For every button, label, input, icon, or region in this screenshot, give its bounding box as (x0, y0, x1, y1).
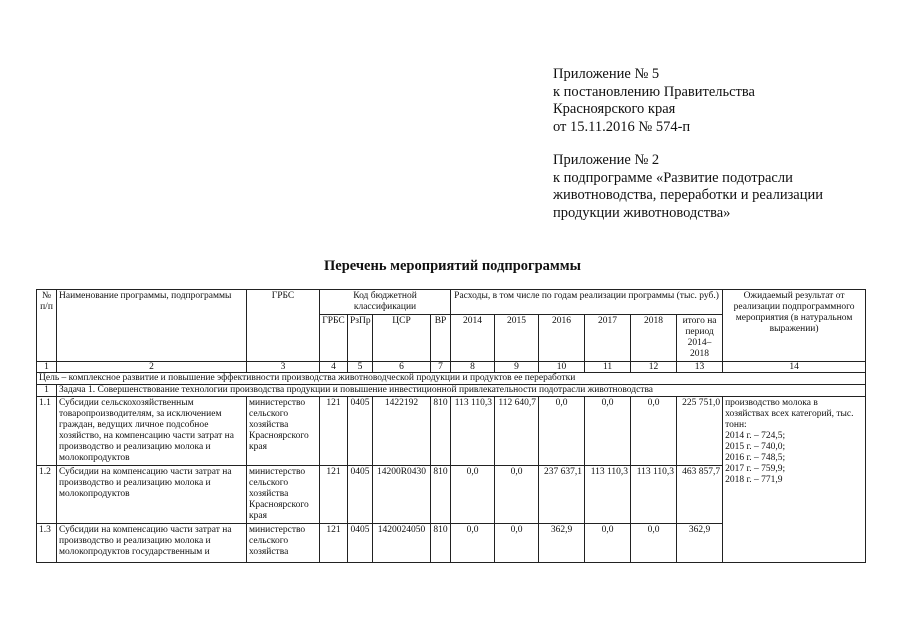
subheader-2018: 2018 (631, 315, 677, 362)
column-index: 8 (451, 362, 495, 373)
result-text: производство молока в хозяйствах всех категорий, тыс. тонн: (725, 398, 854, 430)
row-num: 1.2 (37, 466, 57, 524)
row-2016: 0,0 (539, 397, 585, 466)
document-title: Перечень мероприятий подпрограммы (324, 258, 581, 274)
row-code-grbs: 121 (320, 524, 348, 563)
appendix-line: животноводства, переработки и реализации (553, 187, 824, 203)
appendix-line: Приложение № 2 (553, 152, 660, 168)
subheader-vr: ВР (431, 315, 451, 362)
row-total: 225 751,0 (677, 397, 723, 466)
appendix-block-decree (553, 66, 883, 136)
goal-row (37, 373, 866, 385)
appendix-line: Красноярского края (553, 101, 676, 117)
header-name: Наименование программы, подпрограммы (57, 290, 247, 362)
row-grbs: министерство сельского хозяйства (247, 524, 320, 563)
subheader-2016: 2016 (539, 315, 585, 362)
subheader-2015: 2015 (495, 315, 539, 362)
row-2016: 237 637,1 (539, 466, 585, 524)
subheader-2014: 2014 (451, 315, 495, 362)
header-num: № п/п (37, 290, 57, 362)
row-2017: 0,0 (585, 397, 631, 466)
row-total: 463 857,7 (677, 466, 723, 524)
header-budget-code: Код бюджетной классификации (320, 290, 451, 315)
result-year: 2015 г. – 740,0; (725, 442, 786, 452)
column-index: 5 (348, 362, 373, 373)
measures-table (36, 289, 866, 563)
header-expenses: Расходы, в том числе по годам реализации программы (тыс. руб.) (451, 290, 723, 315)
row-2017: 113 110,3 (585, 466, 631, 524)
column-index: 6 (373, 362, 431, 373)
row-grbs: министерство сельского хозяйства Красноярского края (247, 466, 320, 524)
row-2017: 0,0 (585, 524, 631, 563)
row-num: 1.3 (37, 524, 57, 563)
column-index: 2 (57, 362, 247, 373)
appendix-block-subprogram (553, 152, 883, 222)
appendix-line: Приложение № 5 (553, 66, 660, 82)
row-csr: 1420024050 (373, 524, 431, 563)
goal-text: Цель – комплексное развитие и повышение эффективности производства животноводческой продукции и продуктов ее переработки (37, 373, 866, 385)
row-name: Субсидии на компенсацию части затрат на производство и реализацию молока и молокопродуктов (57, 466, 247, 524)
row-2014: 0,0 (451, 466, 495, 524)
appendix-line: продукции животноводства» (553, 204, 731, 221)
column-index: 12 (631, 362, 677, 373)
column-index: 3 (247, 362, 320, 373)
expected-result-cell (723, 397, 866, 563)
row-csr: 1422192 (373, 397, 431, 466)
row-num: 1.1 (37, 397, 57, 466)
row-2014: 0,0 (451, 524, 495, 563)
row-name: Субсидии на компенсацию части затрат на производство и реализацию молока и молокопродуктов государственным и (57, 524, 247, 563)
row-rzpr: 0405 (348, 524, 373, 563)
row-2015: 0,0 (495, 466, 539, 524)
column-index: 7 (431, 362, 451, 373)
row-rzpr: 0405 (348, 466, 373, 524)
column-index: 10 (539, 362, 585, 373)
subheader-total: итого на период 2014–2018 (677, 315, 723, 362)
row-name: Субсидии сельскохозяйственным товаропроизводителям, за исключением граждан, ведущих личное подсобное хозяйство, на компенсацию части затрат на производство и реализацию молока и молокопродуктов (57, 397, 247, 466)
row-2015: 0,0 (495, 524, 539, 563)
row-code-grbs: 121 (320, 397, 348, 466)
column-index: 1 (37, 362, 57, 373)
column-index: 13 (677, 362, 723, 373)
row-rzpr: 0405 (348, 397, 373, 466)
row-csr: 14200R0430 (373, 466, 431, 524)
row-code-grbs: 121 (320, 466, 348, 524)
row-grbs: министерство сельского хозяйства Красноярского края (247, 397, 320, 466)
task-num: 1 (37, 385, 57, 397)
table-row (37, 397, 866, 466)
row-2016: 362,9 (539, 524, 585, 563)
column-index: 14 (723, 362, 866, 373)
appendix-line: к подпрограмме «Развитие подотрасли (553, 169, 793, 186)
subheader-rzpr: РзПр (348, 315, 373, 362)
result-year: 2016 г. – 748,5; (725, 453, 786, 463)
appendix-header (553, 66, 883, 222)
row-vr: 810 (431, 524, 451, 563)
subheader-grbs: ГРБС (320, 315, 348, 362)
row-2018: 0,0 (631, 397, 677, 466)
column-index: 4 (320, 362, 348, 373)
subheader-csr: ЦСР (373, 315, 431, 362)
column-index: 9 (495, 362, 539, 373)
row-2018: 113 110,3 (631, 466, 677, 524)
column-index: 11 (585, 362, 631, 373)
subheader-2017: 2017 (585, 315, 631, 362)
task-row (37, 385, 866, 397)
result-year: 2017 г. – 759,9; (725, 464, 786, 474)
row-2018: 0,0 (631, 524, 677, 563)
result-year: 2018 г. – 771,9 (725, 475, 783, 485)
appendix-line: к постановлению Правительства (553, 83, 755, 100)
row-2015: 112 640,7 (495, 397, 539, 466)
row-2014: 113 110,3 (451, 397, 495, 466)
header-grbs: ГРБС (247, 290, 320, 362)
column-index-row (37, 362, 866, 373)
appendix-line: от 15.11.2016 № 574-п (553, 118, 691, 135)
row-total: 362,9 (677, 524, 723, 563)
row-vr: 810 (431, 466, 451, 524)
header-expected-result: Ожидаемый результат от реализации подпрограммного мероприятия (в натуральном выражении) (723, 290, 866, 362)
task-text: Задача 1. Совершенствование технологии производства продукции и повышение инвестиционной привлекательности подотрасли животноводства (57, 385, 866, 397)
table-header-row (37, 290, 866, 315)
result-year: 2014 г. – 724,5; (725, 431, 786, 441)
row-vr: 810 (431, 397, 451, 466)
